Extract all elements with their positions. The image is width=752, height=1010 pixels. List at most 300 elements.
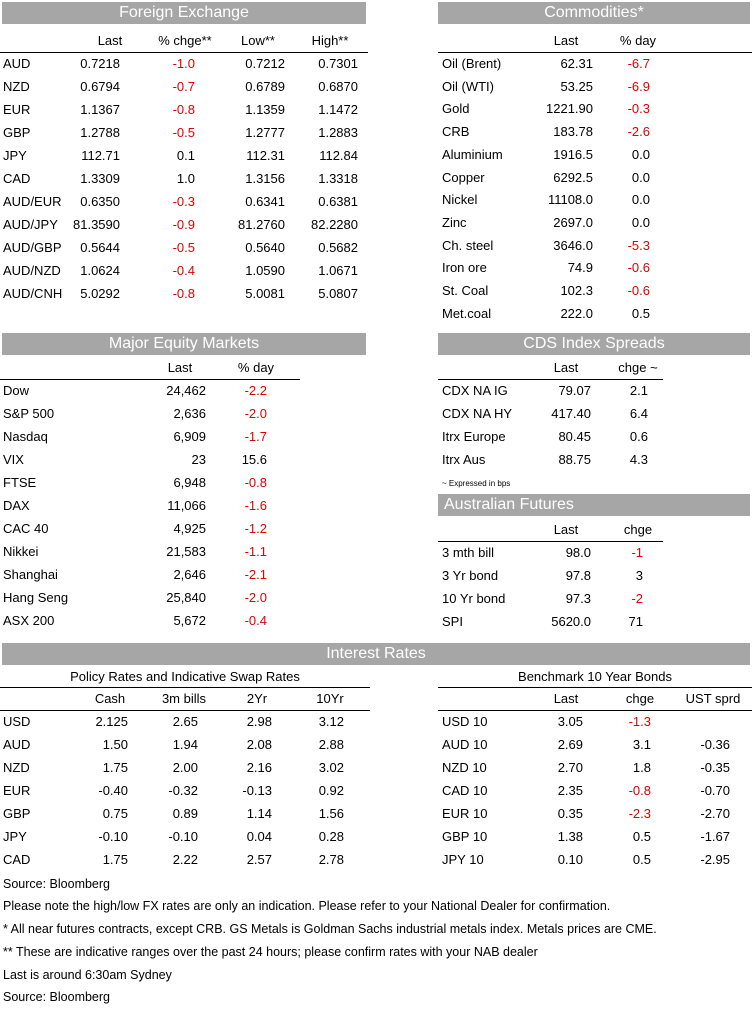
- equity-row: [0, 402, 368, 425]
- last-value: 6292.5: [553, 169, 593, 185]
- index-label: Hang Seng: [3, 590, 69, 605]
- commodities-col-last: Last: [553, 33, 579, 48]
- policy-row: [0, 710, 370, 733]
- cds-col-last: Last: [553, 360, 579, 375]
- last-value: 0.35: [557, 806, 583, 821]
- change-value: 4.3: [629, 452, 648, 467]
- currency-label: AUD: [3, 737, 31, 752]
- pct-change: -0.5: [172, 240, 195, 255]
- high-value: 1.2883: [318, 125, 358, 140]
- footnote-futures: * All near futures contracts, except CRB. GS Metals is Goldman Sachs industrial metals index. Metals prices are CME.: [3, 922, 657, 936]
- change-value: -1.3: [628, 714, 651, 729]
- policy-col-cash: Cash: [94, 691, 126, 706]
- last-value: 21,583: [166, 544, 206, 559]
- change-value: 71: [628, 614, 643, 629]
- change-value: 3: [635, 568, 643, 583]
- bills-rate: 0.89: [172, 806, 198, 821]
- fx-row: [0, 52, 368, 75]
- last-value: 2.35: [557, 783, 583, 798]
- swap-10yr: 2.88: [318, 737, 344, 752]
- change-value: -0.8: [628, 783, 651, 798]
- equity-row: [0, 609, 368, 632]
- currency-label: GBP: [3, 806, 31, 821]
- cds-row: [438, 425, 752, 448]
- commodity-label: Met.coal: [442, 305, 492, 321]
- fx-col-high: High**: [311, 33, 349, 48]
- cds-row: [438, 448, 752, 471]
- change-value: 1.8: [632, 760, 651, 775]
- last-value: 5,672: [173, 613, 206, 628]
- bills-rate: -0.10: [168, 829, 198, 844]
- footnote-fx-indication: Please note the high/low FX rates are only an indication. Please refer to your National Dealer for confirmation.: [3, 899, 611, 913]
- index-label: CAC 40: [3, 521, 49, 536]
- commodity-row: [438, 166, 752, 189]
- currency-label: AUD: [3, 56, 31, 71]
- last-value: 11108.0: [547, 192, 593, 208]
- equity-section: [0, 333, 368, 633]
- last-value: 1.2788: [80, 125, 120, 140]
- commodity-label: Oil (Brent): [442, 56, 502, 71]
- pct-change: 0.1: [176, 148, 195, 163]
- bond-label: EUR 10: [442, 806, 488, 821]
- commodity-label: CRB: [442, 124, 470, 140]
- pct-day: -0.6: [627, 283, 650, 298]
- last-value: 6,909: [173, 429, 206, 444]
- policy-row: [0, 779, 370, 802]
- pct-day: -1.1: [244, 544, 267, 559]
- last-value: 1916.5: [553, 146, 593, 162]
- last-value: 2.70: [557, 760, 583, 775]
- bond-label: JPY 10: [442, 852, 484, 867]
- cds-note: ~ Expressed in bps: [442, 479, 511, 488]
- last-value: 5.0292: [80, 286, 120, 301]
- equity-row: [0, 563, 368, 586]
- fx-row: [0, 98, 368, 121]
- last-value: 5620.0: [551, 614, 591, 629]
- benchmark-bonds-title: Benchmark 10 Year Bonds: [518, 669, 672, 684]
- bench-row: [438, 848, 752, 871]
- last-value: 2,636: [173, 406, 206, 421]
- pct-change: -0.4: [172, 263, 195, 278]
- cds-header: CDS Index Spreads: [438, 333, 750, 355]
- policy-rates-section: [0, 665, 370, 875]
- fx-col-chg: % chge**: [158, 33, 212, 48]
- future-label: 3 Yr bond: [442, 568, 499, 583]
- last-value: 98.0: [565, 545, 591, 560]
- last-value: 11,066: [167, 498, 206, 513]
- pct-change: 1.0: [176, 171, 195, 186]
- equity-row: [0, 494, 368, 517]
- cash-rate: -0.40: [98, 783, 128, 798]
- bench-row: [438, 802, 752, 825]
- cash-rate: 2.125: [95, 714, 128, 729]
- future-label: SPI: [442, 614, 463, 629]
- fx-row: [0, 282, 368, 305]
- low-value: 5.0081: [245, 286, 285, 301]
- future-row: [438, 587, 752, 610]
- interest-header: Interest Rates: [2, 643, 750, 665]
- pct-day: -0.8: [244, 475, 267, 490]
- bond-label: GBP 10: [442, 829, 488, 844]
- swap-2yr: 2.08: [246, 737, 272, 752]
- equity-row: [0, 448, 368, 471]
- commodity-row: [438, 75, 752, 98]
- benchmark-bonds-section: [438, 665, 752, 875]
- currency-label: JPY: [3, 829, 27, 844]
- commodity-row: [438, 120, 752, 143]
- fx-row: [0, 190, 368, 213]
- last-value: 81.3590: [73, 217, 120, 232]
- last-value: 2.69: [557, 737, 583, 752]
- equity-row: [0, 425, 368, 448]
- commodity-row: [438, 302, 752, 325]
- commodity-label: Gold: [442, 101, 470, 117]
- last-value: 112.71: [81, 148, 120, 163]
- pct-day: -1.6: [244, 498, 267, 513]
- pct-day: 0.0: [631, 214, 650, 230]
- fx-row: [0, 236, 368, 259]
- commodity-row: [438, 52, 752, 75]
- ust-spread: -0.36: [700, 737, 730, 752]
- last-value: 97.8: [565, 568, 591, 583]
- equity-row: [0, 471, 368, 494]
- last-value: 24,462: [166, 383, 206, 398]
- commodity-row: [438, 256, 752, 279]
- equity-row: [0, 540, 368, 563]
- last-value: 0.6794: [80, 79, 120, 94]
- last-value: 88.75: [558, 452, 591, 467]
- ust-spread: -0.70: [700, 783, 730, 798]
- commodity-row: [438, 188, 752, 211]
- swap-10yr: 2.78: [318, 852, 344, 867]
- last-value: 0.5644: [80, 240, 120, 255]
- pct-change: -0.8: [172, 102, 195, 117]
- future-row: [438, 564, 752, 587]
- change-value: -2: [631, 591, 643, 606]
- bench-row: [438, 779, 752, 802]
- future-label: 10 Yr bond: [442, 591, 506, 606]
- cash-rate: 1.75: [102, 760, 128, 775]
- currency-label: NZD: [3, 760, 30, 775]
- commodity-label: Ch. steel: [442, 237, 494, 253]
- fx-row: [0, 213, 368, 236]
- last-value: 6,948: [173, 475, 206, 490]
- index-label: S&P 500: [3, 406, 55, 421]
- equity-row: [0, 379, 368, 402]
- swap-10yr: 3.02: [318, 760, 344, 775]
- high-value: 1.1472: [318, 102, 358, 117]
- commodity-row: [438, 234, 752, 257]
- currency-label: AUD/EUR: [3, 194, 62, 209]
- low-value: 1.3156: [245, 171, 285, 186]
- fx-col-low: Low**: [241, 33, 275, 48]
- aus-futures-col-chg: chge: [623, 522, 653, 537]
- high-value: 1.3318: [318, 171, 358, 186]
- pct-change: -1.0: [172, 56, 195, 71]
- pct-day: 0.0: [631, 192, 650, 208]
- commodity-label: Oil (WTI): [442, 78, 494, 94]
- equity-col-headers: [0, 356, 368, 379]
- high-value: 82.2280: [311, 217, 358, 232]
- index-label: Nasdaq: [3, 429, 48, 444]
- pct-day: -0.4: [244, 613, 267, 628]
- last-value: 53.25: [560, 78, 593, 94]
- pct-change: -0.5: [172, 125, 195, 140]
- pct-day: -0.3: [627, 101, 650, 117]
- footnote-source-2: Source: Bloomberg: [3, 990, 111, 1004]
- currency-label: CAD: [3, 171, 31, 186]
- future-row: [438, 541, 752, 564]
- pct-day: 0.5: [631, 305, 650, 321]
- swap-2yr: -0.13: [242, 783, 272, 798]
- bench-col-last: Last: [553, 691, 579, 706]
- last-value: 1221.90: [546, 101, 593, 117]
- last-value: 222.0: [560, 305, 593, 321]
- pct-change: -0.7: [172, 79, 195, 94]
- commodity-row: [438, 211, 752, 234]
- fx-header: Foreign Exchange: [2, 2, 366, 24]
- policy-col-headers: [0, 687, 370, 710]
- equity-row: [0, 517, 368, 540]
- fx-row: [0, 259, 368, 282]
- commodity-label: St. Coal: [442, 283, 489, 298]
- fx-row: [0, 144, 368, 167]
- policy-row: [0, 733, 370, 756]
- pct-day: -2.6: [627, 124, 650, 140]
- bench-col-sprd: UST sprd: [685, 691, 741, 706]
- last-value: 183.78: [553, 124, 593, 140]
- swap-2yr: 2.16: [246, 760, 272, 775]
- index-label: Shanghai: [3, 567, 58, 582]
- ust-spread: -0.35: [700, 760, 730, 775]
- commodity-label: Aluminium: [442, 146, 503, 162]
- last-value: 4,925: [173, 521, 206, 536]
- pct-day: 15.6: [241, 452, 267, 467]
- cash-rate: 1.50: [102, 737, 128, 752]
- fx-col-headers: [0, 29, 368, 52]
- equity-col-chg: % day: [237, 360, 275, 375]
- currency-label: EUR: [3, 783, 31, 798]
- pct-day: -2.2: [244, 383, 267, 398]
- high-value: 0.6870: [318, 79, 358, 94]
- pct-change: -0.9: [172, 217, 195, 232]
- currency-label: JPY: [3, 148, 27, 163]
- currency-label: NZD: [3, 79, 30, 94]
- cds-index-label: Itrx Europe: [442, 429, 506, 444]
- cds-col-chg: chge ~: [618, 360, 658, 375]
- last-value: 2697.0: [553, 214, 593, 230]
- bench-row: [438, 710, 752, 733]
- pct-day: -1.2: [244, 521, 267, 536]
- bench-col-chg: chge: [625, 691, 655, 706]
- pct-day: -6.9: [627, 78, 650, 94]
- commodities-col-headers: [438, 29, 752, 52]
- change-value: 0.5: [632, 829, 651, 844]
- fx-section: [0, 0, 368, 310]
- bench-col-headers: [438, 687, 752, 710]
- pct-day: -0.6: [627, 260, 650, 276]
- pct-change: -0.8: [172, 286, 195, 301]
- swap-2yr: 0.04: [246, 829, 272, 844]
- policy-col-2yr: 2Yr: [246, 691, 268, 706]
- equity-col-last: Last: [167, 360, 193, 375]
- currency-label: AUD/NZD: [3, 263, 61, 278]
- last-value: 79.07: [558, 383, 591, 398]
- pct-change: -0.3: [172, 194, 195, 209]
- policy-row: [0, 825, 370, 848]
- last-value: 80.45: [558, 429, 591, 444]
- currency-label: AUD/JPY: [3, 217, 58, 232]
- fx-row: [0, 75, 368, 98]
- currency-label: GBP: [3, 125, 31, 140]
- high-value: 112.84: [319, 148, 358, 163]
- future-label: 3 mth bill: [442, 545, 495, 560]
- index-label: Nikkei: [3, 544, 39, 559]
- bond-label: NZD 10: [442, 760, 487, 775]
- commodities-section: [438, 0, 752, 330]
- pct-day: -6.7: [627, 56, 650, 71]
- aus-futures-col-last: Last: [553, 522, 579, 537]
- last-value: 2,646: [173, 567, 206, 582]
- policy-row: [0, 756, 370, 779]
- last-value: 25,840: [166, 590, 206, 605]
- low-value: 0.6789: [245, 79, 285, 94]
- last-value: 0.10: [557, 852, 583, 867]
- bench-row: [438, 733, 752, 756]
- high-value: 0.5682: [318, 240, 358, 255]
- currency-label: AUD/CNH: [3, 286, 63, 301]
- fx-row: [0, 121, 368, 144]
- policy-col-10yr: 10Yr: [316, 691, 344, 706]
- ust-spread: -2.70: [700, 806, 730, 821]
- currency-label: EUR: [3, 102, 31, 117]
- last-value: 0.7218: [80, 56, 120, 71]
- pct-day: 0.0: [631, 146, 650, 162]
- commodity-label: Iron ore: [442, 260, 487, 276]
- last-value: 417.40: [551, 406, 591, 421]
- low-value: 0.6341: [245, 194, 285, 209]
- policy-col-bills: 3m bills: [161, 691, 207, 706]
- bills-rate: 2.65: [172, 714, 198, 729]
- pct-day: 0.0: [631, 169, 650, 185]
- low-value: 1.1359: [245, 102, 285, 117]
- bench-row: [438, 756, 752, 779]
- index-label: ASX 200: [3, 613, 55, 628]
- high-value: 0.7301: [318, 56, 358, 71]
- last-value: 102.3: [560, 283, 593, 298]
- swap-2yr: 1.14: [246, 806, 272, 821]
- index-label: Dow: [3, 383, 30, 398]
- index-label: DAX: [3, 498, 30, 513]
- cash-rate: -0.10: [98, 829, 128, 844]
- equity-header: Major Equity Markets: [2, 333, 366, 355]
- bench-row: [438, 825, 752, 848]
- index-label: FTSE: [3, 475, 37, 490]
- fx-col-last: Last: [97, 33, 123, 48]
- policy-row: [0, 848, 370, 871]
- last-value: 3.05: [557, 714, 583, 729]
- pct-day: -2.1: [244, 567, 267, 582]
- last-value: 62.31: [560, 56, 593, 71]
- bills-rate: 2.00: [172, 760, 198, 775]
- cds-index-label: CDX NA HY: [442, 406, 513, 421]
- commodity-label: Copper: [442, 169, 485, 185]
- policy-row: [0, 802, 370, 825]
- change-value: -1: [631, 545, 643, 560]
- swap-10yr: 1.56: [318, 806, 344, 821]
- aus-futures-section: [438, 494, 752, 634]
- last-value: 97.3: [565, 591, 591, 606]
- cds-col-headers: [438, 356, 752, 379]
- bills-rate: -0.32: [168, 783, 198, 798]
- footnote-time: Last is around 6:30am Sydney: [3, 968, 172, 982]
- swap-10yr: 0.92: [318, 783, 344, 798]
- change-value: -2.3: [628, 806, 651, 821]
- currency-label: CAD: [3, 852, 31, 867]
- equity-row: [0, 586, 368, 609]
- commodity-label: Zinc: [442, 214, 467, 230]
- aus-futures-col-headers: [438, 518, 752, 541]
- pct-day: -2.0: [244, 590, 267, 605]
- commodities-header: Commodities*: [438, 2, 750, 24]
- currency-label: USD: [3, 714, 31, 729]
- swap-10yr: 3.12: [318, 714, 344, 729]
- commodities-col-chg: % day: [619, 33, 657, 48]
- pct-day: -2.0: [244, 406, 267, 421]
- swap-2yr: 2.57: [246, 852, 272, 867]
- change-value: 3.1: [632, 737, 651, 752]
- low-value: 81.2760: [238, 217, 285, 232]
- low-value: 0.7212: [245, 56, 285, 71]
- cds-row: [438, 402, 752, 425]
- cash-rate: 1.75: [102, 852, 128, 867]
- pct-day: -5.3: [627, 237, 650, 253]
- change-value: 6.4: [629, 406, 648, 421]
- change-value: 2.1: [629, 383, 648, 398]
- cds-row: [438, 379, 752, 402]
- bills-rate: 2.22: [172, 852, 198, 867]
- pct-day: -1.7: [244, 429, 267, 444]
- high-value: 0.6381: [318, 194, 358, 209]
- commodity-row: [438, 143, 752, 166]
- bond-label: USD 10: [442, 714, 488, 729]
- commodity-row: [438, 279, 752, 302]
- last-value: 3646.0: [553, 237, 593, 253]
- last-value: 1.38: [557, 829, 583, 844]
- ust-spread: -1.67: [700, 829, 730, 844]
- policy-rates-title: Policy Rates and Indicative Swap Rates: [70, 669, 300, 684]
- change-value: 0.5: [632, 852, 651, 867]
- commodity-row: [438, 97, 752, 120]
- last-value: 1.3309: [80, 171, 120, 186]
- fx-row: [0, 167, 368, 190]
- ust-spread: -2.95: [700, 852, 730, 867]
- low-value: 0.5640: [245, 240, 285, 255]
- footnote-source: Source: Bloomberg: [3, 877, 111, 891]
- high-value: 5.0807: [318, 286, 358, 301]
- low-value: 112.31: [246, 148, 285, 163]
- bond-label: CAD 10: [442, 783, 488, 798]
- cds-section: [438, 333, 752, 493]
- last-value: 23: [191, 452, 206, 467]
- cash-rate: 0.75: [102, 806, 128, 821]
- bills-rate: 1.94: [172, 737, 198, 752]
- low-value: 1.0590: [245, 263, 285, 278]
- last-value: 0.6350: [80, 194, 120, 209]
- last-value: 1.1367: [80, 102, 120, 117]
- bond-label: AUD 10: [442, 737, 488, 752]
- future-row: [438, 610, 752, 633]
